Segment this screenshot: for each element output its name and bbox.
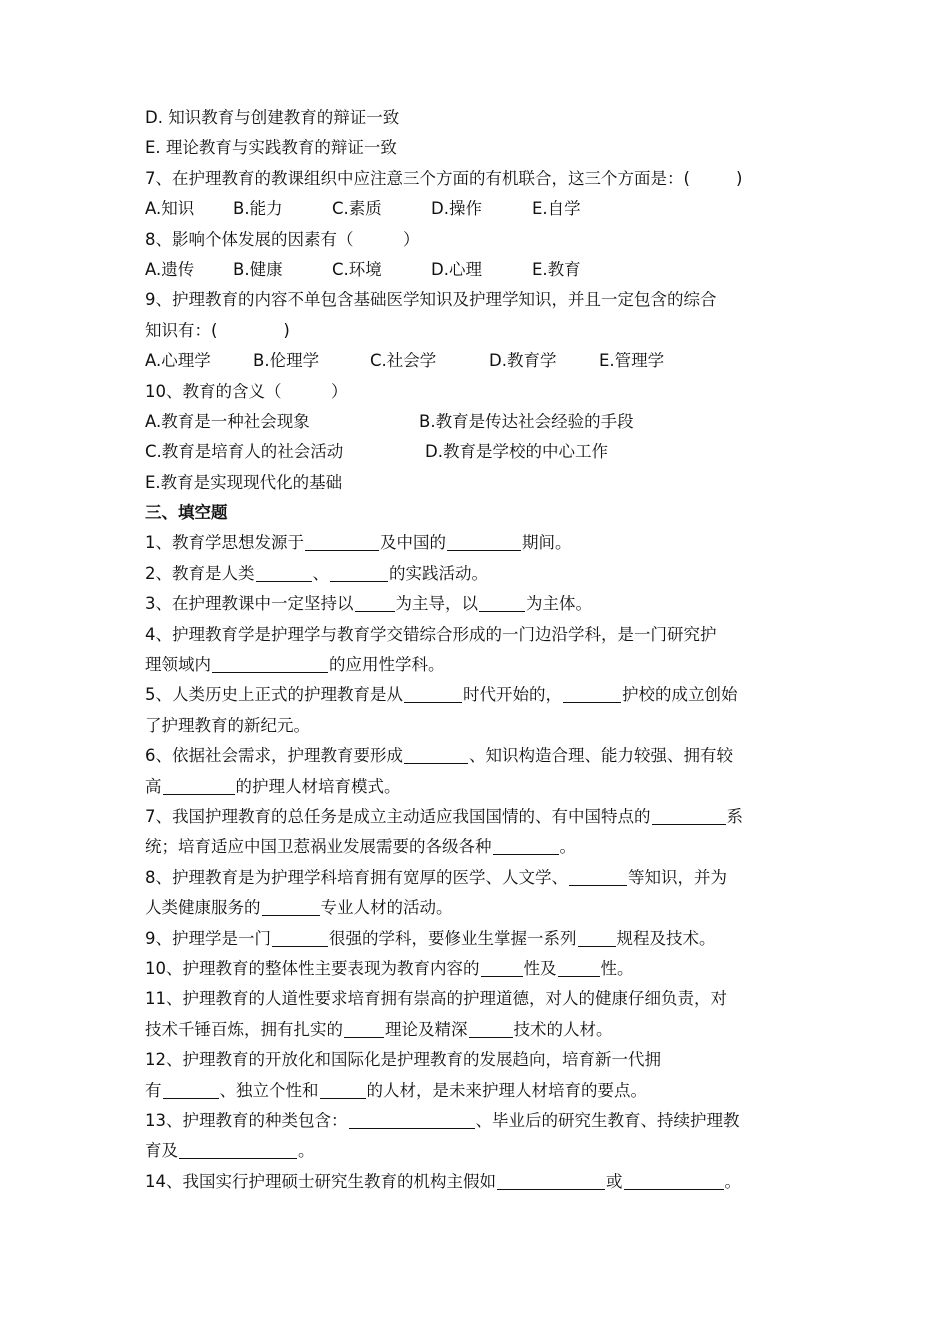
option: E.管理学	[599, 351, 665, 371]
blank[interactable]	[212, 655, 328, 673]
option: A.遗传	[145, 259, 195, 279]
blank[interactable]	[558, 959, 600, 977]
fill-14: 14、我国实行护理硕士研究生教育的机构主假如 或 。	[145, 1171, 741, 1191]
option: E.自学	[532, 199, 581, 219]
blank[interactable]	[578, 929, 616, 947]
section-heading: 三、填空题	[145, 503, 228, 523]
fill-13: 13、护理教育的种类包含： 、毕业后的研究生教育、持续护理教	[145, 1110, 740, 1130]
option: D.心理	[431, 259, 482, 279]
blank[interactable]	[479, 594, 525, 612]
blank[interactable]	[272, 929, 328, 947]
fill-8: 8、护理教育是为护理学科培育拥有宽厚的医学、人文学、 等知识，并为	[145, 867, 727, 887]
question-10-options	[145, 437, 825, 467]
question-10-options	[145, 468, 825, 498]
question-9-cont: 知识有：( )	[145, 320, 290, 340]
option: C.社会学	[370, 351, 437, 371]
blank[interactable]	[330, 564, 388, 582]
blank[interactable]	[349, 1111, 475, 1129]
option: B.伦理学	[253, 351, 320, 371]
blank[interactable]	[569, 868, 627, 886]
option: D.教育学	[489, 351, 557, 371]
blank[interactable]	[469, 1020, 513, 1038]
blank[interactable]	[256, 564, 312, 582]
option: A.教育是一种社会现象	[145, 411, 310, 431]
question-9-options	[145, 346, 825, 376]
blank[interactable]	[447, 533, 521, 551]
blank[interactable]	[493, 837, 559, 855]
blank[interactable]	[497, 1172, 605, 1190]
option: B.教育是传达社会经验的手段	[419, 411, 634, 431]
fill-8-cont: 人类健康服务的 专业人材的活动。	[145, 898, 453, 918]
blank[interactable]	[481, 959, 523, 977]
option: C.素质	[332, 199, 382, 219]
fill-2: 2、教育是人类 、 的实践活动。	[145, 563, 488, 583]
question-10: 10、教育的含义（ ）	[145, 381, 348, 401]
fill-7: 7、我国护理教育的总任务是成立主动适应我国国情的、有中国特点的 系	[145, 806, 743, 826]
fill-4-cont: 理领域内 的应用性学科。	[145, 655, 445, 675]
question-8-options	[145, 255, 825, 285]
blank[interactable]	[652, 807, 726, 825]
fill-4: 4、护理教育学是护理学与教育学交错综合形成的一门边沿学科，是一门研究护	[145, 624, 717, 644]
blank[interactable]	[179, 1141, 297, 1159]
blank[interactable]	[624, 1172, 724, 1190]
blank[interactable]	[320, 1081, 366, 1099]
blank[interactable]	[355, 594, 395, 612]
fill-12: 12、护理教育的开放化和国际化是护理教育的发展趋向，培育新一代拥	[145, 1050, 661, 1070]
blank[interactable]	[404, 685, 462, 703]
blank[interactable]	[305, 533, 379, 551]
option: C.教育是培育人的社会活动	[145, 442, 344, 462]
fill-1: 1、教育学思想发源于 及中国的 期间。	[145, 533, 572, 553]
blank[interactable]	[563, 685, 621, 703]
option: B.健康	[233, 259, 283, 279]
question-7-options	[145, 194, 825, 224]
question-9: 9、护理教育的内容不单包含基础医学知识及护理学知识，并且一定包含的综合	[145, 290, 717, 310]
fill-10: 10、护理教育的整体性主要表现为教育内容的 性及 性。	[145, 958, 634, 978]
question-10-options	[145, 407, 825, 437]
blank[interactable]	[404, 746, 468, 764]
fill-7-cont: 统；培育适应中国卫惹祸业发展需要的各级各种 。	[145, 837, 576, 857]
fill-9: 9、护理学是一门 很强的学科，要修业生掌握一系列 规程及技术。	[145, 928, 716, 948]
option: D.教育是学校的中心工作	[425, 442, 608, 462]
option-line: E. 理论教育与实践教育的辩证一致	[145, 138, 397, 158]
blank[interactable]	[344, 1020, 384, 1038]
document-page	[145, 103, 825, 1197]
blank[interactable]	[163, 777, 235, 795]
blank[interactable]	[262, 898, 320, 916]
option-line: D. 知识教育与创建教育的辩证一致	[145, 108, 400, 127]
fill-5-cont: 了护理教育的新纪元。	[145, 715, 310, 735]
fill-11: 11、护理教育的人道性要求培育拥有崇高的护理道德，对人的健康仔细负责，对	[145, 989, 727, 1009]
question-8: 8、影响个体发展的因素有（ ）	[145, 229, 420, 249]
fill-12-cont: 有 、独立个性和 的人材，是未来护理人材培育的要点。	[145, 1080, 647, 1100]
fill-6-cont: 高 的护理人材培育模式。	[145, 776, 401, 796]
question-7: 7、在护理教育的教课组织中应注意三个方面的有机联合，这三个方面是：( )	[145, 168, 743, 188]
option: E.教育是实现现代化的基础	[145, 472, 343, 492]
option: B.能力	[233, 199, 283, 219]
fill-13-cont: 育及 。	[145, 1141, 315, 1161]
fill-3: 3、在护理教课中一定坚持以 为主导，以 为主体。	[145, 594, 592, 614]
fill-6: 6、依据社会需求，护理教育要形成 、知识构造合理、能力较强、拥有较	[145, 746, 733, 766]
option: C.环境	[332, 259, 382, 279]
fill-5: 5、人类历史上正式的护理教育是从 时代开始的， 护校的成立创始	[145, 685, 738, 705]
option: D.操作	[431, 199, 482, 219]
fill-11-cont: 技术千锤百炼，拥有扎实的 理论及精深 技术的人材。	[145, 1019, 613, 1039]
blank[interactable]	[163, 1081, 219, 1099]
option: A.心理学	[145, 351, 211, 371]
option: A.知识	[145, 199, 195, 219]
option: E.教育	[532, 259, 581, 279]
